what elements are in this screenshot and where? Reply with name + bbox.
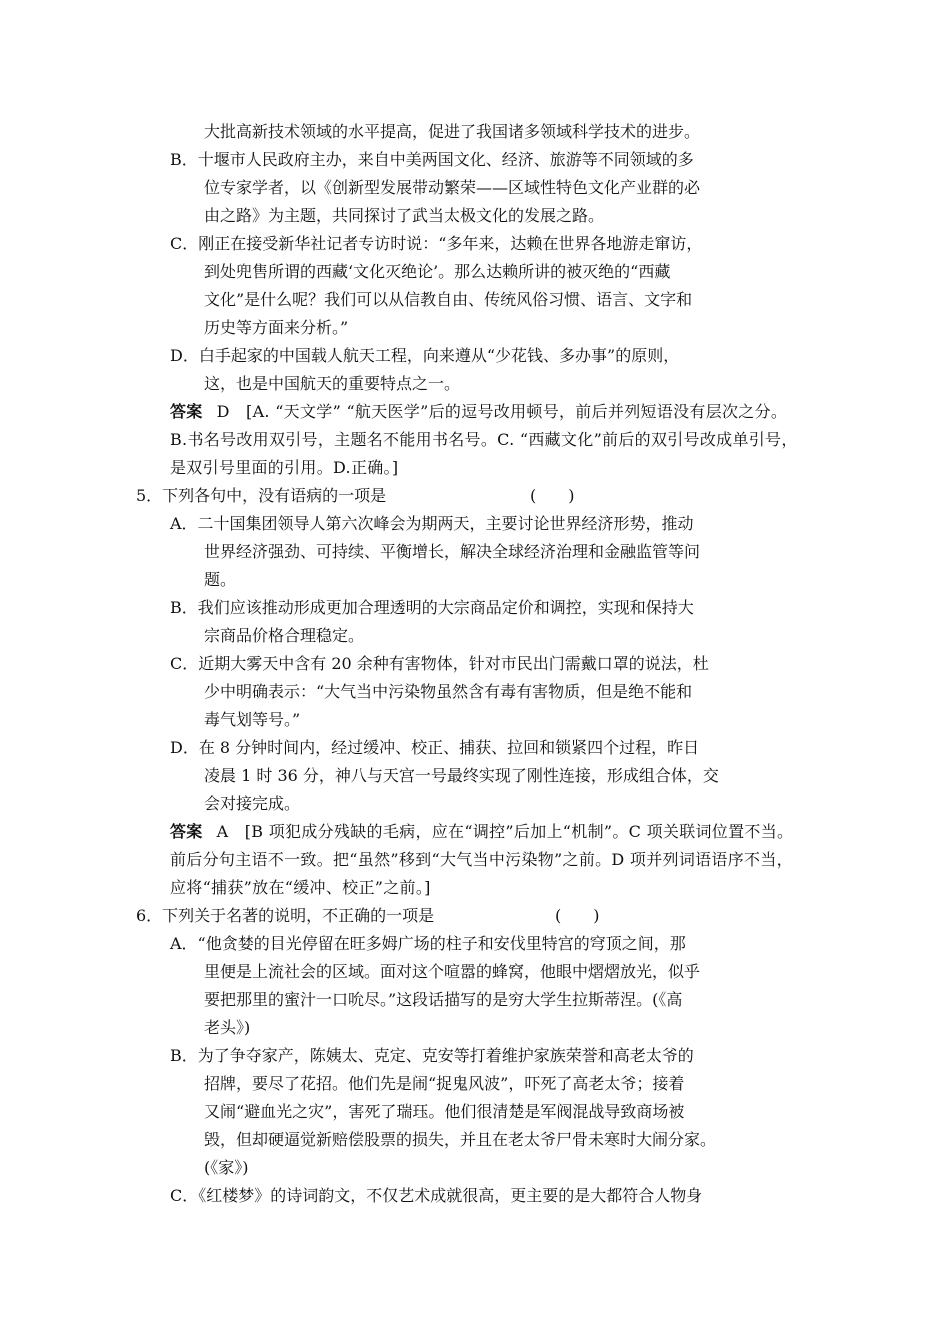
- text-line: 这，也是中国航天的重要特点之一。: [204, 374, 461, 393]
- text-line: 毁，但却硬逼觉新赔偿股票的损失，并且在老太爷尸骨未寒时大闹分家。: [204, 1130, 717, 1149]
- text-line: 宗商品价格合理稳定。: [204, 626, 365, 645]
- option-c-line: C．《红楼梦》的诗词韵文，不仅艺术成就很高，更主要的是大都符合人物身: [170, 1186, 703, 1205]
- answer-label: 答案: [170, 402, 203, 421]
- answer-line: 前后分句主语不一致。把“虽然”移到“大气当中污染物”之前。D 项并列词语语序不当，: [170, 850, 793, 869]
- option-d-line: D．在 8 分钟时间内，经过缓冲、校正、捕获、拉回和锁紧四个过程，昨日: [170, 738, 700, 757]
- answer-line: 是双引号里面的引用。D.正确。]: [170, 458, 399, 477]
- option-b-line: B．我们应该推动形成更加合理透明的大宗商品定价和调控，实现和保持大: [170, 598, 694, 617]
- text-line: 历史等方面来分析。”: [204, 318, 349, 337]
- text-line: 里便是上流社会的区域。面对这个喧嚣的蜂窝，他眼中熠熠放光，似乎: [204, 962, 701, 981]
- text-line: 凌晨 1 时 36 分，神八与天宫一号最终实现了刚性连接，形成组合体，交: [204, 766, 719, 785]
- answer-line: 应将“捕获”放在“缓冲、校正”之前。]: [170, 878, 431, 897]
- option-a-line: A．“他贪婪的目光停留在旺多姆广场的柱子和安伐里特宫的穹顶之间，那: [170, 934, 686, 953]
- option-b-line: B．为了争夺家产，陈姨太、克定、克安等打着维护家族荣誉和高老太爷的: [170, 1046, 694, 1065]
- answer-blank: ( ): [555, 906, 600, 925]
- text-line: 老头》): [204, 1018, 251, 1037]
- text-line: 到处兜售所谓的西藏‘文化灭绝论’。那么达赖所讲的被灭绝的“西藏: [204, 262, 671, 281]
- answer-text: A [B 项犯成分残缺的毛病，应在“调控”后加上“机制”。C 项关联词位置不当。: [216, 822, 794, 841]
- option-a-line: A．二十国集团领导人第六次峰会为期两天，主要讨论世界经济形势，推动: [170, 514, 694, 533]
- answer-text: D [A. “天文学” “航天医学”后的逗号改用顿号，前后并列短语没有层次之分。: [216, 402, 788, 421]
- answer-blank: ( ): [530, 486, 575, 505]
- text-line: 又闹“避血光之灾”，害死了瑞珏。他们很清楚是军阀混战导致商场被: [204, 1102, 685, 1121]
- text-line: (《家》): [204, 1158, 249, 1177]
- text-line: 要把那里的蜜汁一口吮尽。”这段话描写的是穷大学生拉斯蒂涅。(《高: [204, 990, 683, 1009]
- question-6-stem: 6．下列关于名著的说明，不正确的一项是: [136, 906, 435, 925]
- text-line: 大批高新技术领域的水平提高，促进了我国诸多领域科学技术的进步。: [204, 122, 701, 141]
- answer-label: 答案: [170, 822, 203, 841]
- answer-line: [170, 822, 793, 842]
- text-line: 位专家学者，以《创新型发展带动繁荣——区域性特色文化产业群的必: [204, 178, 701, 197]
- option-c-line: C．近期大雾天中含有 20 余种有害物体，针对市民出门需戴口罩的说法，杜: [170, 654, 709, 673]
- text-line: 毒气划等号。”: [204, 710, 301, 729]
- option-b-line: B．十堰市人民政府主办，来自中美两国文化、经济、旅游等不同领域的多: [170, 150, 694, 169]
- text-line: 世界经济强劲、可持续、平衡增长，解决全球经济治理和金融监管等问: [204, 542, 701, 561]
- option-d-line: D．白手起家的中国载人航天工程，向来遵从“少花钱、多办事”的原则，: [170, 346, 680, 365]
- text-line: 文化”是什么呢？我们可以从信教自由、传统风俗习惯、语言、文字和: [204, 290, 693, 309]
- text-line: 招牌，要尽了花招。他们先是闹“捉鬼风波”，吓死了高老太爷；接着: [204, 1074, 685, 1093]
- text-line: 由之路》为主题，共同探讨了武当太极文化的发展之路。: [204, 206, 605, 225]
- text-line: 少中明确表示：“大气当中污染物虽然含有毒有害物质，但是绝不能和: [204, 682, 693, 701]
- text-line: 题。: [204, 570, 237, 589]
- answer-line: [170, 402, 787, 422]
- question-5-stem: 5．下列各句中，没有语病的一项是: [136, 486, 387, 505]
- answer-line: B.书名号改用双引号，主题名不能用书名号。C. “西藏文化”前后的双引号改成单引号，: [170, 430, 798, 449]
- text-line: 会对接完成。: [204, 794, 301, 813]
- option-c-line: C．刚正在接受新华社记者专访时说：“多年来，达赖在世界各地游走窜访，: [170, 234, 703, 253]
